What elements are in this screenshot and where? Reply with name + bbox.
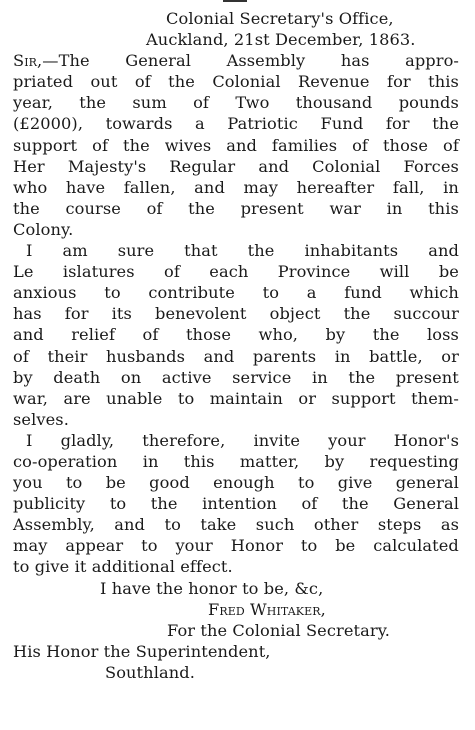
text-line: support of the wives and families of those of bbox=[13, 135, 459, 155]
signatory-title: For the Colonial Secretary. bbox=[167, 620, 391, 640]
text-line: Her Majesty's Regular and Colonial Forces bbox=[13, 156, 459, 176]
valediction: I have the honor to be, &c, bbox=[100, 578, 324, 598]
letter-column bbox=[13, 8, 459, 683]
letter-body bbox=[13, 50, 459, 577]
text-line: and relief of those who, by the loss bbox=[13, 325, 459, 345]
text-line: co-operation in this matter, by requesting bbox=[13, 451, 459, 471]
text-line: Sir,—The General Assembly has appro- bbox=[13, 51, 459, 71]
header-place-date: Auckland, 21st December, 1863. bbox=[146, 30, 416, 50]
paragraph-3 bbox=[13, 430, 459, 578]
text-line: to give it additional effect. bbox=[13, 557, 233, 577]
text-line: you to be good enough to give general bbox=[13, 473, 459, 493]
text-line: publicity to the intention of the General bbox=[13, 494, 459, 514]
text-line: year, the sum of Two thousand pounds bbox=[13, 93, 459, 113]
text-line: I gladly, therefore, invite your Honor's bbox=[26, 430, 459, 450]
text-line: Assembly, and to take such other steps as bbox=[13, 515, 459, 535]
text-line: Colony. bbox=[13, 219, 74, 239]
text-line: selves. bbox=[13, 409, 69, 429]
text-line: (£2000), towards a Patriotic Fund for the bbox=[13, 114, 459, 134]
paragraph-2 bbox=[13, 240, 459, 430]
signatory-name: Fred Whitaker, bbox=[208, 599, 326, 619]
text-line: has for its benevolent object the succour bbox=[13, 304, 459, 324]
addressee-line-2: Southland. bbox=[105, 662, 195, 682]
text-line: Le islatures of each Province will be bbox=[13, 262, 459, 282]
text-line: priated out of the Colonial Revenue for this bbox=[13, 72, 459, 92]
text-line: I am sure that the inhabitants and bbox=[26, 241, 459, 261]
header-office: Colonial Secretary's Office, bbox=[166, 9, 394, 28]
text-line: of their husbands and parents in battle, or bbox=[13, 346, 459, 366]
text-line: by death on active service in the present bbox=[13, 367, 459, 387]
text-line: may appear to your Honor to be calculated bbox=[13, 536, 459, 556]
text-line: who have fallen, and may hereafter fall, in bbox=[13, 177, 459, 197]
text-line: the course of the present war in this bbox=[13, 198, 459, 218]
text-line: war, are unable to maintain or support them- bbox=[13, 388, 459, 408]
text-line: anxious to contribute to a fund which bbox=[13, 283, 459, 303]
addressee-line-1: His Honor the Superintendent, bbox=[13, 641, 271, 661]
top-divider-rule bbox=[223, 0, 247, 2]
paragraph-1 bbox=[13, 50, 459, 240]
